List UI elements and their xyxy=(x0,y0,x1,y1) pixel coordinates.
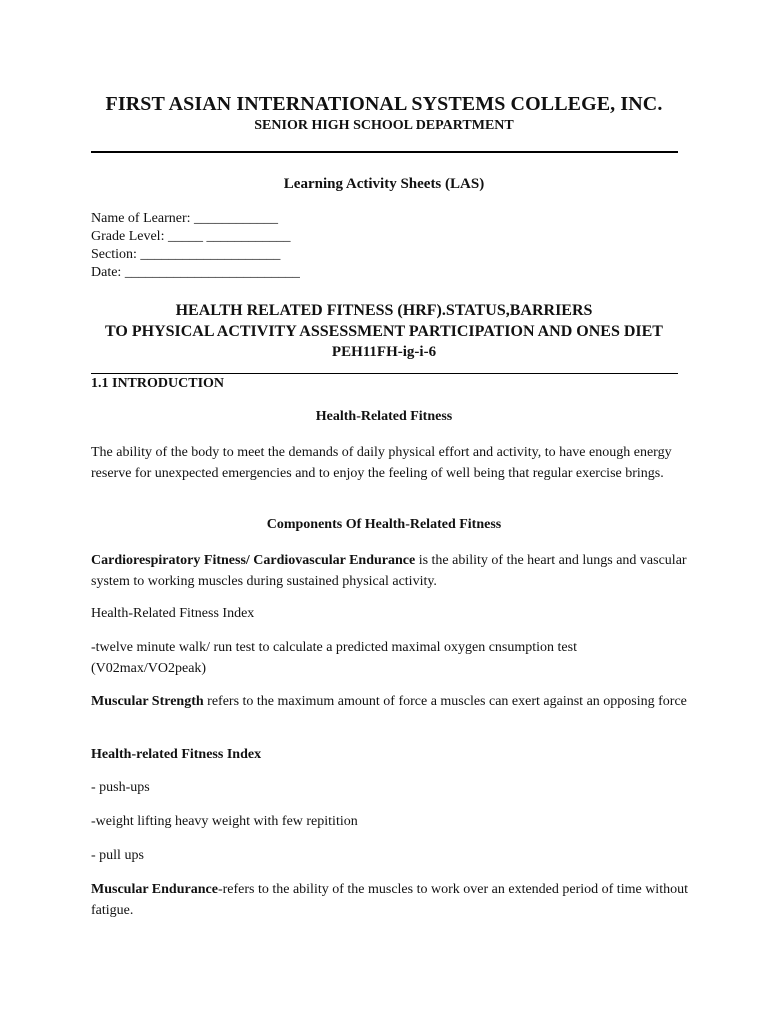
strength-term: Muscular Strength xyxy=(91,694,204,709)
field-label: Date: xyxy=(91,265,122,280)
cardio-paragraph xyxy=(91,550,691,592)
department-name: SENIOR HIGH SCHOOL DEPARTMENT xyxy=(254,118,514,133)
endurance-definition: -refers to the ability of the muscles to work over an extended period of time without fatigue. xyxy=(91,882,688,918)
field-blank: _____ ____________ xyxy=(164,229,291,244)
sheet-title: Learning Activity Sheets (LAS) xyxy=(283,176,485,192)
cardio-definition: is the ability of the heart and lungs and vascular system to working muscles during sustained physical activity. xyxy=(91,553,687,589)
topic-divider xyxy=(91,373,678,374)
field-label: Name of Learner: xyxy=(91,211,191,226)
index-label: Health-Related Fitness Index xyxy=(91,606,255,621)
field-label: Grade Level: xyxy=(91,229,165,244)
endurance-paragraph xyxy=(91,879,691,921)
field-blank: ____________ xyxy=(190,211,278,226)
cardio-term: Cardiorespiratory Fitness/ Cardiovascular Endurance xyxy=(91,553,416,568)
field-section xyxy=(91,246,280,264)
hrf-heading: Health-Related Fitness xyxy=(315,409,453,424)
strength-definition: refers to the maximum amount of force a muscles can exert against an opposing force xyxy=(203,694,687,709)
hrf-definition: The ability of the body to meet the demands of daily physical effort and activity, to have enough energy reserve for unexpected emergencies and to enjoy the feeling of well being that regular exercise brings. xyxy=(91,445,672,481)
school-name: FIRST ASIAN INTERNATIONAL SYSTEMS COLLEGE, INC. xyxy=(105,93,663,115)
topic-line-1: HEALTH RELATED FITNESS (HRF).STATUS,BARRIERS xyxy=(175,302,593,319)
cardio-test: -twelve minute walk/ run test to calculate a predicted maximal oxygen cnsumption test (V02max/VO2peak) xyxy=(91,640,577,676)
header-divider xyxy=(91,151,678,153)
strength-test-item: - push-ups xyxy=(91,780,150,795)
field-date xyxy=(91,264,300,282)
section-heading: 1.1 INTRODUCTION xyxy=(91,376,225,391)
topic-line-2: TO PHYSICAL ACTIVITY ASSESSMENT PARTICIPATION AND ONES DIET xyxy=(105,323,663,340)
field-label: Section: xyxy=(91,247,137,262)
field-name-of-learner xyxy=(91,210,278,228)
field-blank: ____________________ xyxy=(136,247,281,262)
endurance-term: Muscular Endurance xyxy=(91,882,218,897)
index-heading: Health-related Fitness Index xyxy=(91,747,262,762)
competency-code: PEH11FH-ig-i-6 xyxy=(331,344,437,360)
components-heading: Components Of Health-Related Fitness xyxy=(266,517,502,532)
strength-test-item: -weight lifting heavy weight with few repitition xyxy=(91,814,358,829)
strength-paragraph xyxy=(91,691,691,712)
field-grade-level xyxy=(91,228,290,246)
topic-title xyxy=(0,300,768,363)
field-blank: _________________________ xyxy=(121,265,300,280)
strength-test-item: - pull ups xyxy=(91,848,144,863)
